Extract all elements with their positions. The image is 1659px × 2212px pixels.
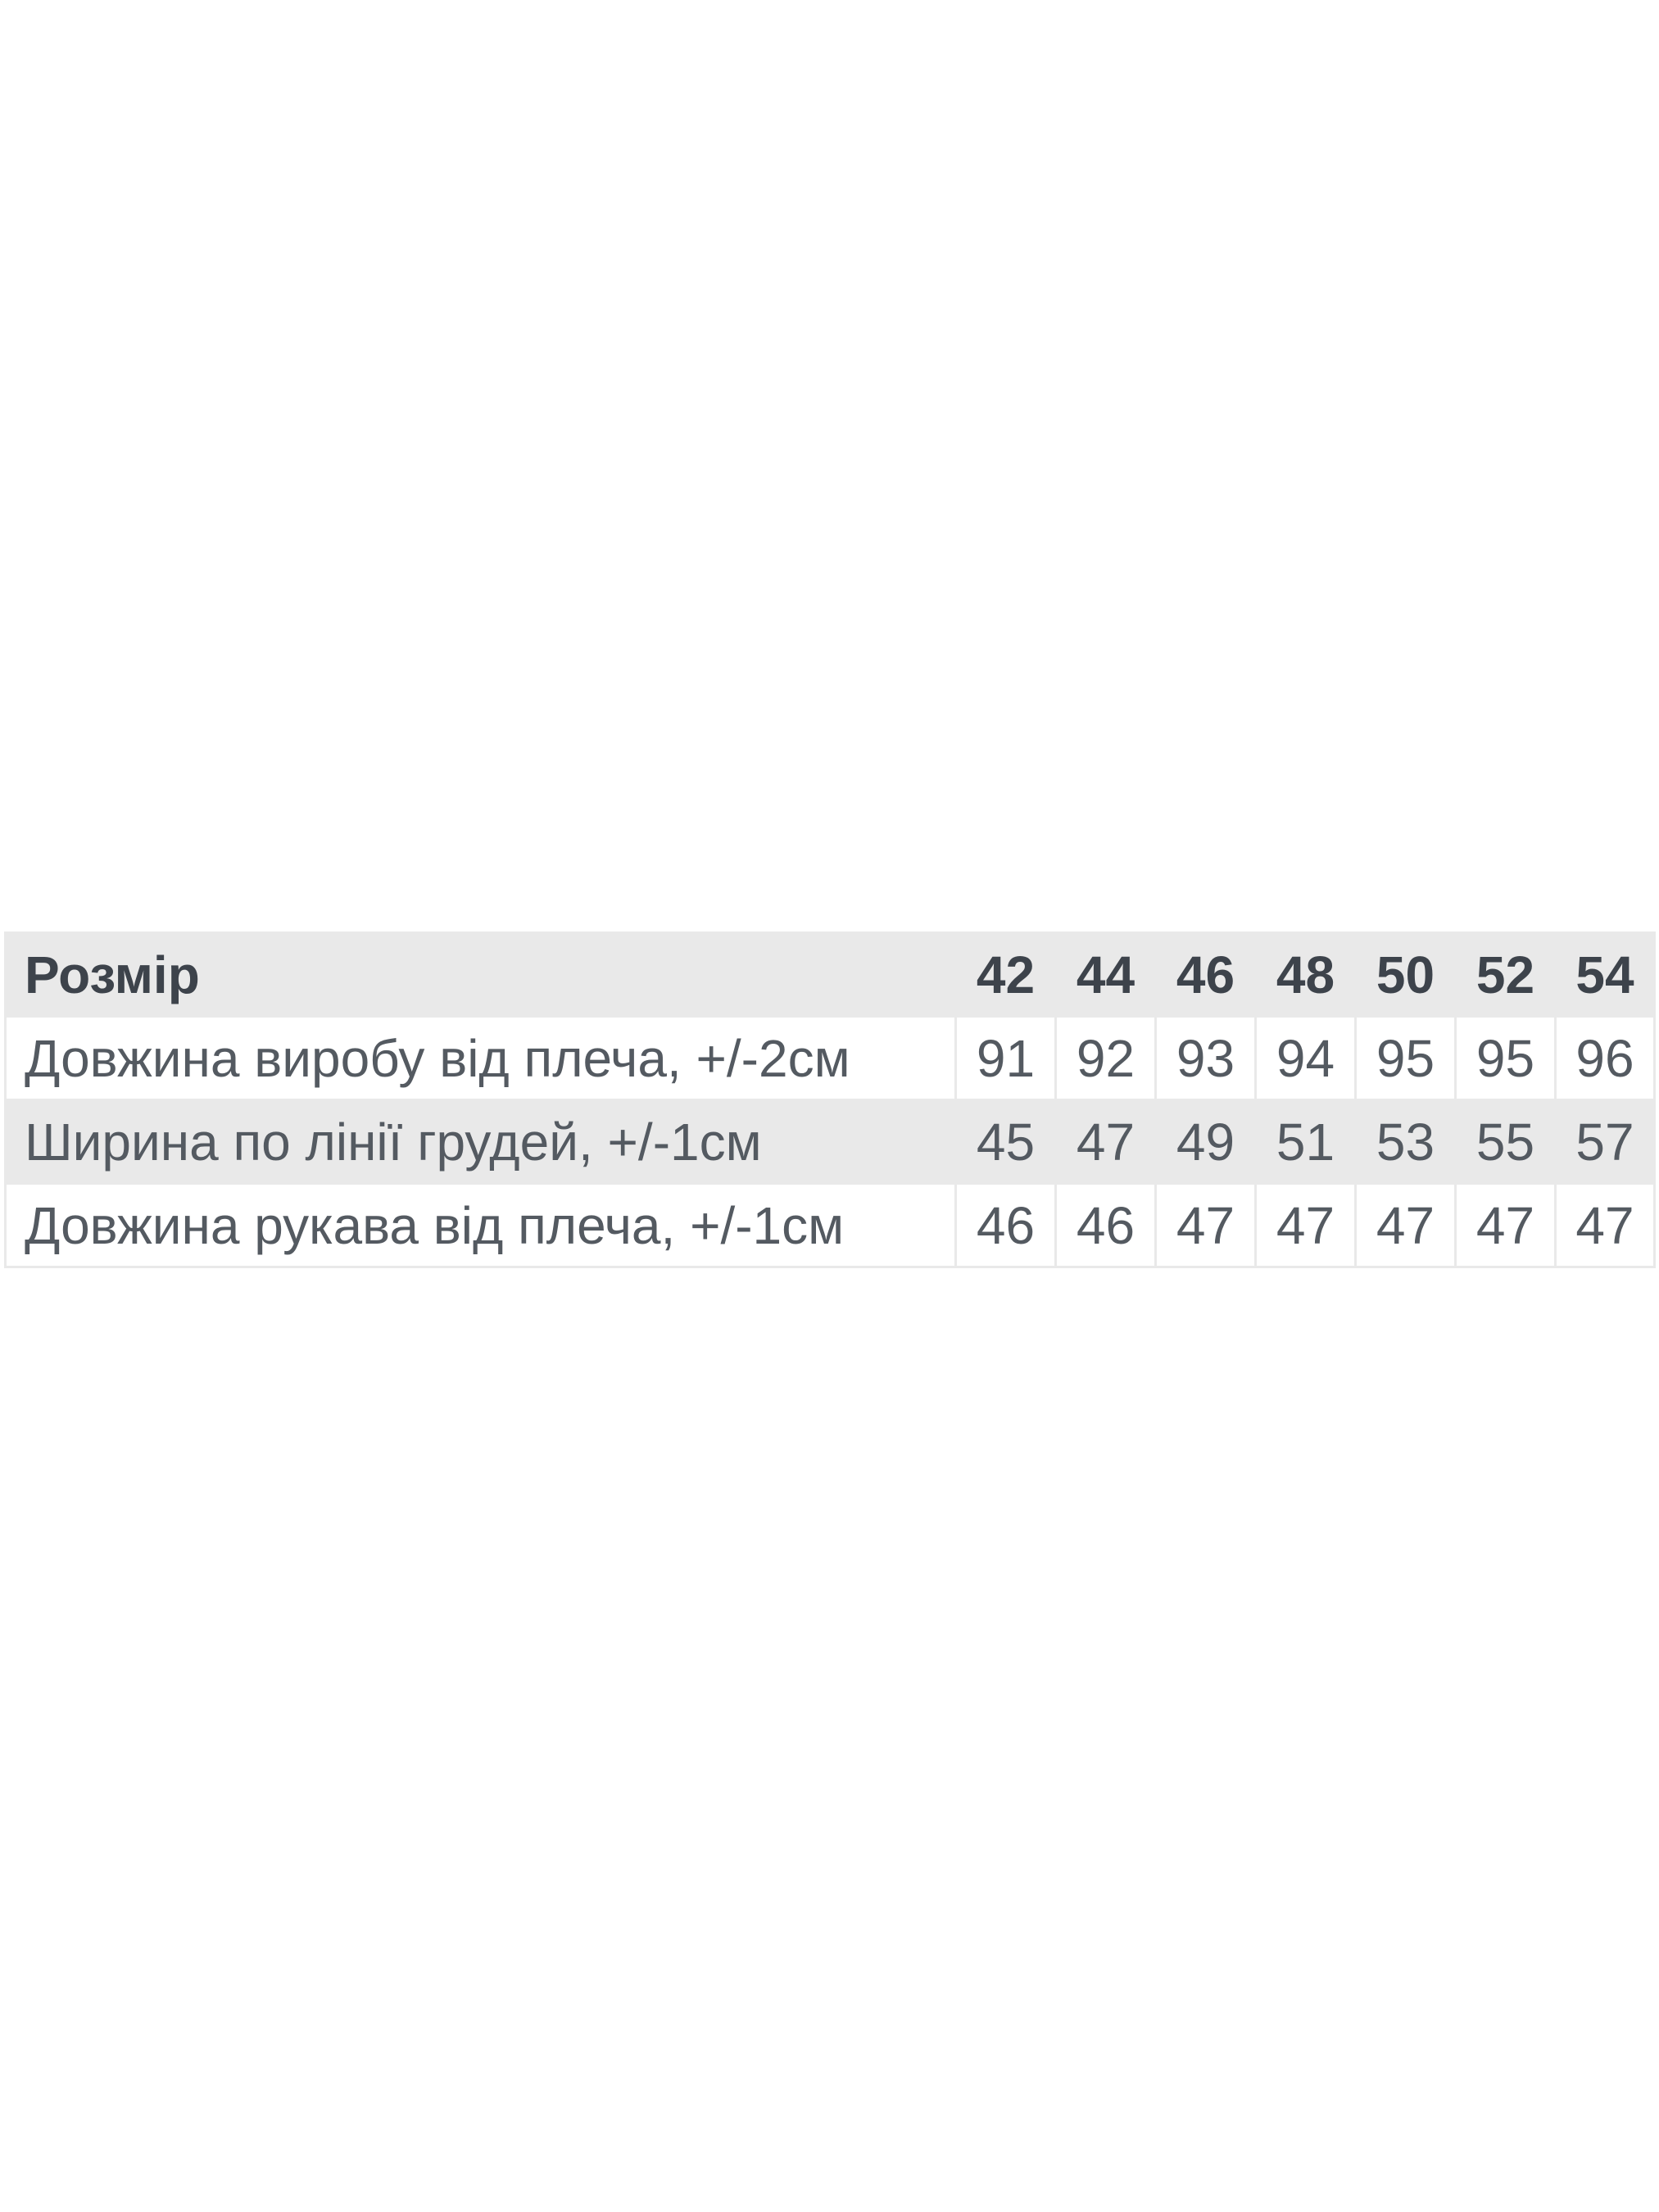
- value-cell: 49: [1156, 1100, 1256, 1184]
- header-size-cell: 54: [1556, 933, 1655, 1017]
- header-size-cell: 42: [956, 933, 1056, 1017]
- value-cell: 96: [1556, 1017, 1655, 1100]
- value-cell: 94: [1256, 1017, 1356, 1100]
- value-cell: 91: [956, 1017, 1056, 1100]
- size-chart-table: [4, 931, 1656, 1268]
- table-row-sleeve-length: [6, 1184, 1655, 1267]
- header-size-cell: 52: [1456, 933, 1556, 1017]
- value-cell: 53: [1356, 1100, 1456, 1184]
- value-cell: 47: [1556, 1184, 1655, 1267]
- value-cell: 95: [1356, 1017, 1456, 1100]
- header-label-cell: Розмір: [6, 933, 956, 1017]
- table-row-product-length: [6, 1017, 1655, 1100]
- value-cell: 47: [1356, 1184, 1456, 1267]
- header-size-cell: 44: [1056, 933, 1156, 1017]
- value-cell: 57: [1556, 1100, 1655, 1184]
- header-size-cell: 50: [1356, 933, 1456, 1017]
- value-cell: 46: [956, 1184, 1056, 1267]
- value-cell: 45: [956, 1100, 1056, 1184]
- value-cell: 55: [1456, 1100, 1556, 1184]
- value-cell: 93: [1156, 1017, 1256, 1100]
- row-label-cell: Довжина рукава від плеча, +/-1см: [6, 1184, 956, 1267]
- value-cell: 47: [1456, 1184, 1556, 1267]
- value-cell: 47: [1156, 1184, 1256, 1267]
- header-size-cell: 46: [1156, 933, 1256, 1017]
- row-label-cell: Ширина по лінії грудей, +/-1см: [6, 1100, 956, 1184]
- value-cell: 95: [1456, 1017, 1556, 1100]
- value-cell: 46: [1056, 1184, 1156, 1267]
- header-size-cell: 48: [1256, 933, 1356, 1017]
- value-cell: 92: [1056, 1017, 1156, 1100]
- size-chart-header-row: [6, 933, 1655, 1017]
- row-label-cell: Довжина виробу від плеча, +/-2см: [6, 1017, 956, 1100]
- value-cell: 51: [1256, 1100, 1356, 1184]
- value-cell: 47: [1056, 1100, 1156, 1184]
- table-row-chest-width: [6, 1100, 1655, 1184]
- value-cell: 47: [1256, 1184, 1356, 1267]
